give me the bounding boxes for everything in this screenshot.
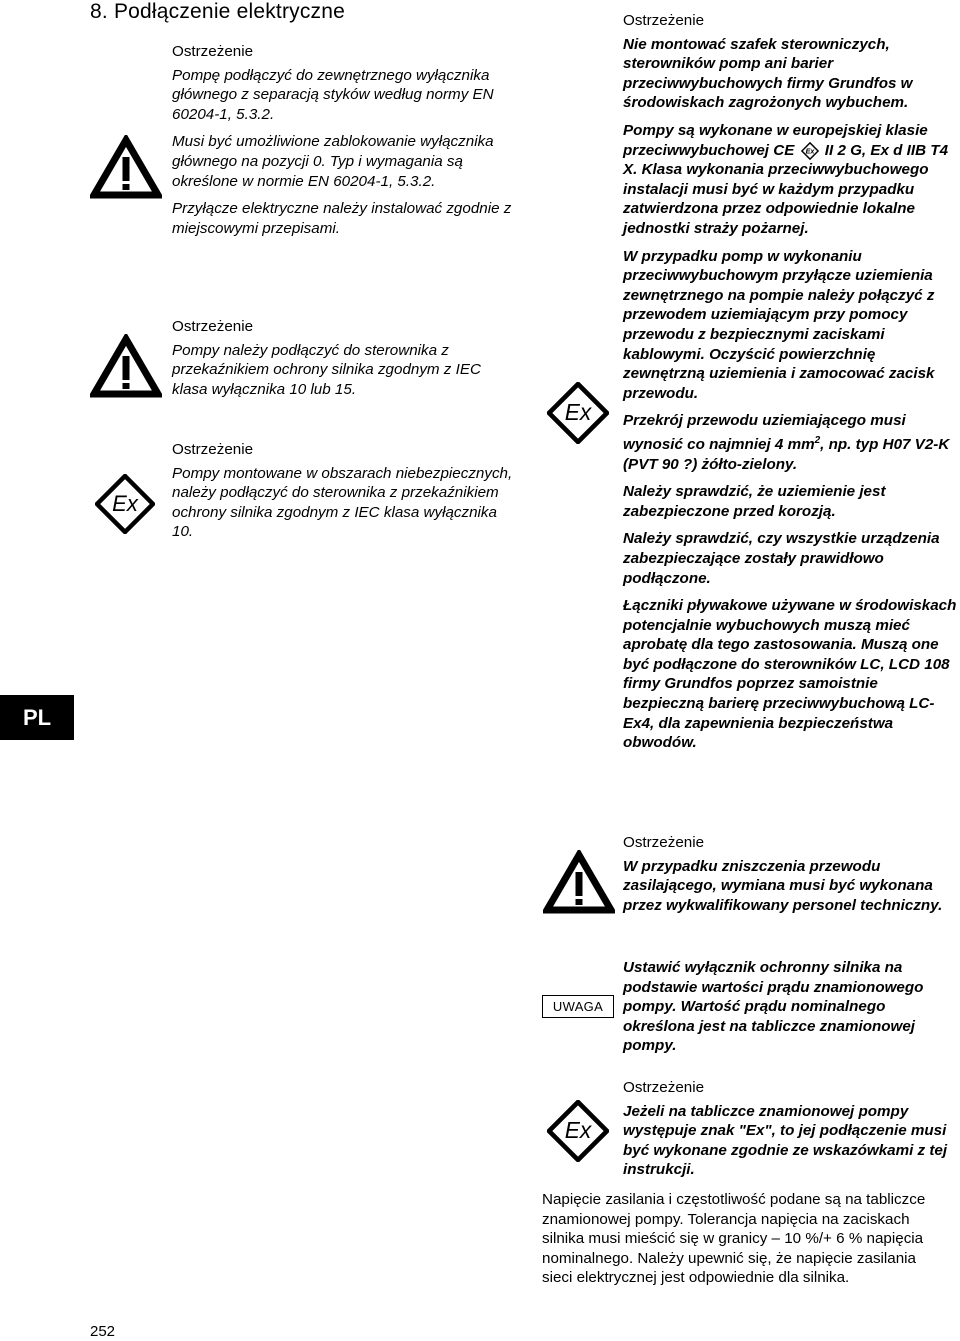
warning-triangle-icon (90, 334, 162, 399)
warning-text: Pompy należy podłączyć do sterownika z przekaźnikiem ochrony silnika zgodnym z IEC klasa wyłącznika 10 lub 15. (172, 341, 481, 398)
svg-text:Ex: Ex (564, 399, 592, 426)
section-heading: 8. Podłączenie elektryczne (90, 0, 346, 23)
warning-block-2 (172, 317, 512, 407)
body-text: Napięcie zasilania i częstotliwość podane są na tabliczce znamionowej pompy. Tolerancja napięcia na zaciskach silnika musi mieścić się w granicy – 10 %/+ 6 % napięcia nominalnego. Należy upewnić się, że napięcie zasilania sieci elektrycznej jest odpowiednie dla silnika. (542, 1191, 926, 1287)
page-number: 252 (90, 1323, 116, 1340)
warning-text: Pompy są wykonane w europejskiej klasie przeciwwybuchowej CE Ex II 2 G, Ex d IIB T4 X. Klasa wykonania przeciwwybuchowego instalacji musi być w każdym przypadku zatwierdzona przez odpowiednie lokalne jednostki straży pożarnej. (623, 121, 949, 237)
warning-label: Ostrzeżenie (623, 834, 705, 851)
svg-text:Ex: Ex (805, 145, 814, 155)
warning-text: Jeżeli na tabliczce znamionowej pompy występuje znak "Ex", to jej podłączenie musi być wykonane zgodnie ze wskazówkami z tej instrukcji. (623, 1102, 948, 1179)
warning-text: W przypadku pomp w wykonaniu przeciwwybuchowym przyłącze uziemienia zewnętrznego na pompie należy połączyć z przewodem uziemiającym przy pomocy przewodu z bezpiecznymi zaciskami kablowymi. Oczyścić powierzchnię zewnętrzną uziemienia i zamocować zacisk przewodu. (623, 247, 935, 402)
uwaga-badge: UWAGA (542, 995, 614, 1018)
ex-inline-icon (801, 142, 819, 160)
ex-explosion-proof-icon (95, 474, 155, 534)
warning-label: Ostrzeżenie (623, 1079, 705, 1096)
ex-explosion-proof-icon (547, 382, 609, 444)
warning-block-5 (623, 833, 958, 923)
warning-text: Należy sprawdzić, że uziemienie jest zabezpieczone przed korozją. (623, 483, 886, 520)
note-text: Ustawić wyłącznik ochronny silnika na podstawie wartości prądu znamionowego pompy. Wartość prądu nominalnego określona jest na tabliczce znamionowej pompy. (623, 959, 924, 1055)
warning-text: Musi być umożliwione zablokowanie wyłącznika głównego na pozycji 0. Typ i wymagania są określone w normie EN 60204-1, 5.3.2. (172, 133, 494, 190)
warning-label: Ostrzeżenie (172, 43, 254, 60)
warning-label: Ostrzeżenie (172, 318, 254, 335)
warning-text: Nie montować szafek sterowniczych, sterowników pomp ani barier przeciwwybuchowych firmy Grundfos w środowiskach zagrożonych wybuchem. (623, 35, 913, 112)
warning-text: Łączniki pływakowe używane w środowiskach potencjalnie wybuchowych muszą mieć aprobatę dla tego zastosowania. Muszą one być podłączone do sterowników LC, LCD 108 firmy Grundfos poprzez samoistnie bezpieczną barierę przeciwwybuchową LC-Ex4, dla zapewnienia bezpieczeństwa obwodów. (623, 597, 957, 752)
svg-text:Ex: Ex (112, 491, 138, 516)
note-block (623, 958, 958, 1064)
warning-text: Przekrój przewodu uziemiającego musi wynosić co najmniej 4 $mm^2$, np. typ H07 V2-K (PVT 90 ?) żółto-zielony. (623, 412, 950, 473)
warning-block-3 (172, 440, 517, 550)
warning-text: Należy sprawdzić, czy wszystkie urządzenia zabezpieczające zostały prawidłowo podłączone. (623, 530, 940, 587)
ex-explosion-proof-icon (547, 1100, 609, 1162)
warning-text: Przyłącze elektryczne należy instalować zgodnie z miejscowymi przepisami. (172, 200, 512, 237)
language-tab: PL (0, 695, 74, 740)
svg-text:Ex: Ex (564, 1117, 592, 1144)
warning-text: Pompę podłączyć do zewnętrznego wyłącznika głównego z separacją styków według normy EN 60204-1, 5.3.2. (172, 66, 494, 123)
warning-triangle-icon (543, 850, 615, 915)
warning-block-6 (623, 1078, 958, 1188)
warning-block-4 (623, 11, 958, 761)
closing-paragraph (542, 1190, 942, 1296)
warning-label: Ostrzeżenie (172, 441, 254, 458)
warning-triangle-icon (90, 135, 162, 200)
warning-block-1 (172, 42, 512, 246)
warning-text: Pompy montowane w obszarach niebezpiecznych, należy podłączyć do sterownika z przekaźnikiem ochrony silnika zgodnym z IEC klasa wyłącznika 10. (172, 464, 513, 541)
warning-text: W przypadku zniszczenia przewodu zasilającego, wymiana musi być wykonana przez wykwalifikowany personel techniczny. (623, 857, 943, 914)
warning-label: Ostrzeżenie (623, 12, 705, 29)
